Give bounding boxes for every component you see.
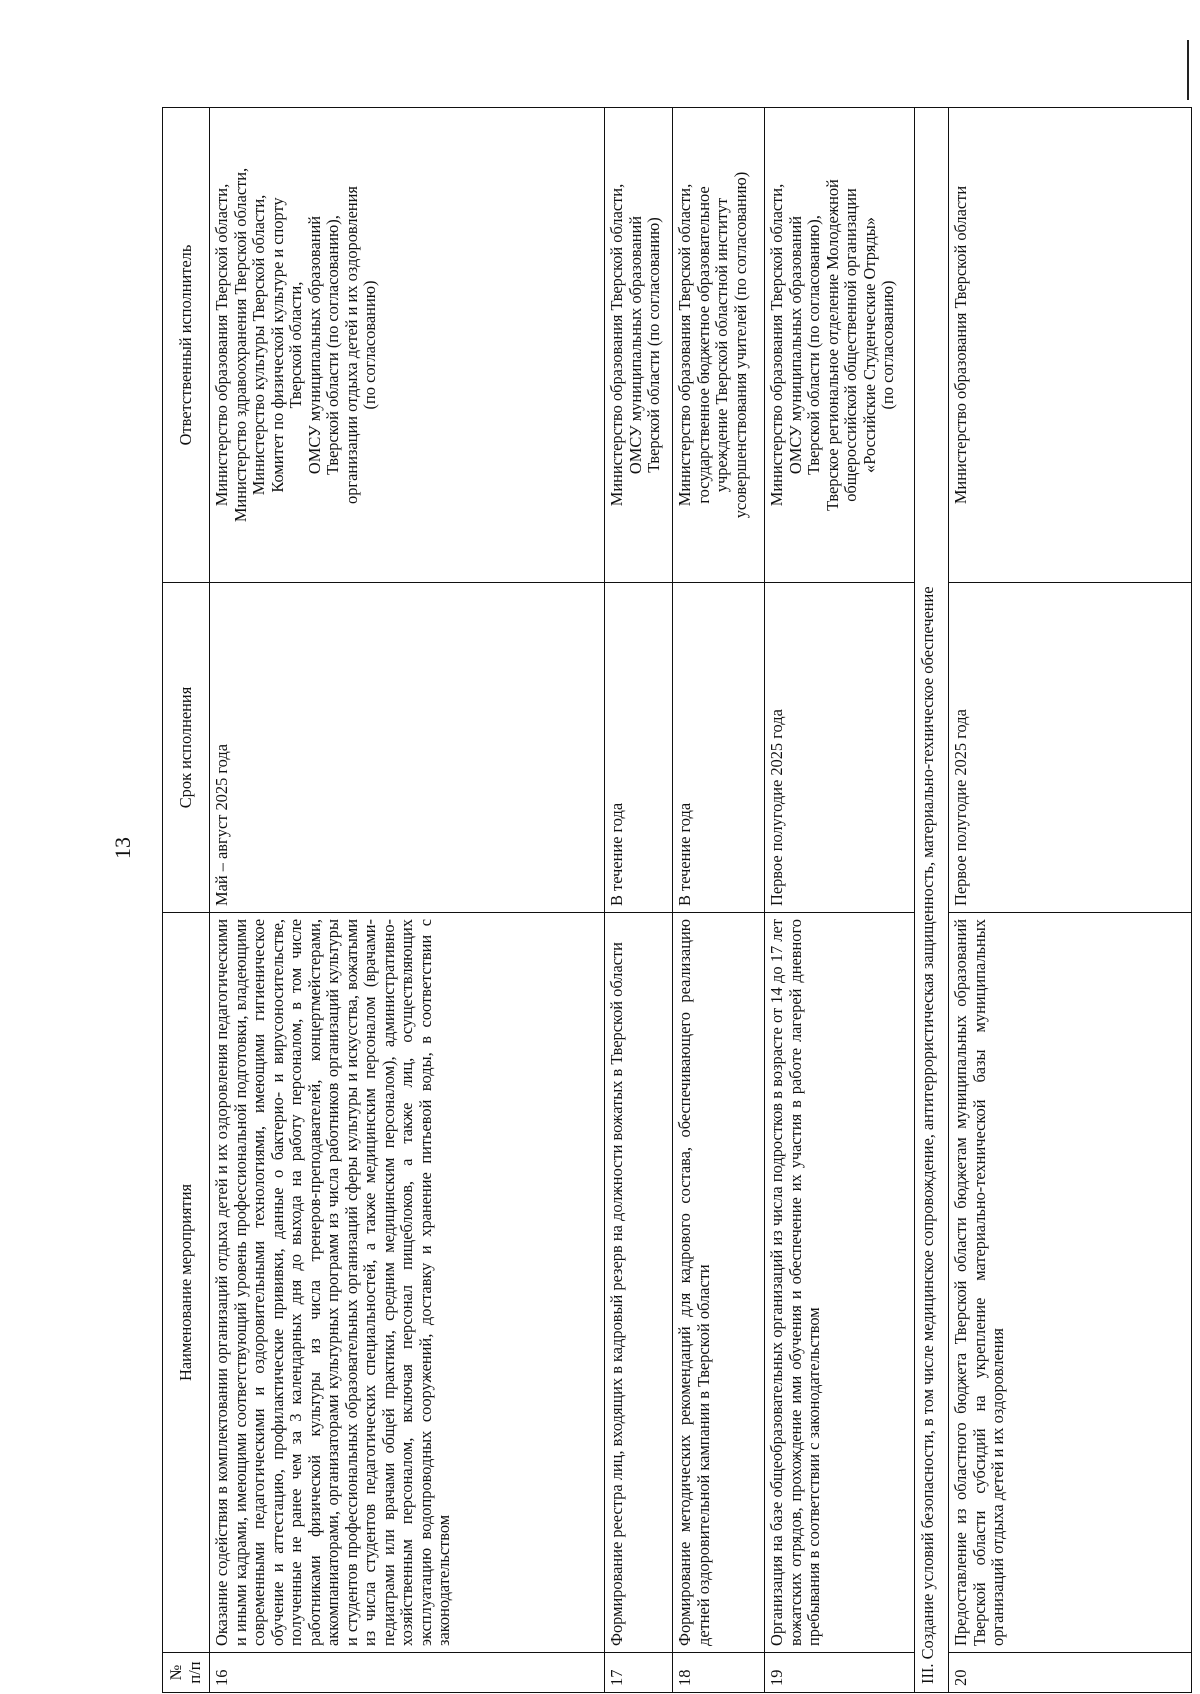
header-term: Срок исполнения bbox=[163, 583, 210, 913]
responsible-line: Министерство культуры Тверской области, bbox=[249, 194, 269, 496]
responsible-line: организации отдыха детей и их оздоровления bbox=[341, 186, 361, 504]
row-name: Формирование методических рекомендаций для кадрового состава, обеспечивающего реализацию детней оздоровительной кампании в Тверской области bbox=[673, 913, 765, 1653]
row-responsible bbox=[605, 108, 673, 583]
row-num: 17 bbox=[605, 1653, 673, 1693]
table-container bbox=[162, 108, 1192, 1693]
responsible-line: учреждение Тверской областной институт bbox=[712, 197, 732, 493]
section-title: III. Создание условий безопасности, в том числе медицинское сопровождение, антитеррористическая защищенность, материально-техническое обеспечение bbox=[915, 108, 949, 1693]
row-responsible bbox=[673, 108, 765, 583]
responsible-line: (по согласованию) bbox=[878, 280, 898, 410]
responsible-line: ОМСУ муниципальных образований bbox=[785, 215, 805, 475]
row-term: Первое полугодие 2025 года bbox=[949, 583, 1192, 913]
table-row bbox=[210, 108, 605, 1693]
row-term: Май – август 2025 года bbox=[210, 583, 605, 913]
row-responsible bbox=[949, 108, 1192, 583]
row-name: Организация на базе общеобразовательных организаций из числа подростков в возрасте от 14 до 17 лет вожатских отрядов, прохождение ими обучения и обеспечение их участия в работе лагерей дневного пребывания в соответствии с законодательством bbox=[765, 913, 915, 1653]
responsible-line: Тверской области (по согласованию), bbox=[804, 215, 824, 475]
responsible-line: (по согласованию) bbox=[360, 280, 380, 410]
responsible-line: Министерство образования Тверской области bbox=[951, 185, 970, 505]
row-term: Первое полугодие 2025 года bbox=[765, 583, 915, 913]
responsible-line: Тверское региональное отделение Молодежной bbox=[822, 179, 842, 511]
row-term: В течение года bbox=[673, 583, 765, 913]
responsible-line: «Российские Студенческие Отряды» bbox=[859, 217, 879, 473]
scan-edge-mark bbox=[1187, 40, 1189, 100]
table-header-row bbox=[163, 108, 210, 1693]
responsible-line: Комитет по физической культуре и спорту bbox=[267, 197, 287, 493]
table-row bbox=[765, 108, 915, 1693]
header-num: № п/п bbox=[163, 1653, 210, 1693]
activities-table bbox=[162, 107, 1192, 1693]
header-responsible: Ответственный исполнитель bbox=[163, 108, 210, 583]
responsible-line: государственное бюджетное образовательное bbox=[693, 186, 713, 504]
page-number: 13 bbox=[110, 837, 135, 859]
table-row bbox=[949, 108, 1192, 1693]
row-name: Предоставление из областного бюджета Тверской области бюджетам муниципальных образований Тверской области субсидий на укрепление материально-технической базы муниципальных организаций отдыха детей и их оздоровления bbox=[949, 913, 1192, 1653]
row-num: 18 bbox=[673, 1653, 765, 1693]
responsible-line: Министерство образования Тверской области, bbox=[607, 183, 626, 507]
row-name: Формирование реестра лиц, входящих в кадровый резерв на должности вожатых в Тверской области bbox=[605, 913, 673, 1653]
responsible-line: общероссийской общественной организации bbox=[841, 188, 861, 502]
responsible-line: Министерство образования Тверской области, bbox=[675, 183, 694, 507]
header-name: Наименование мероприятия bbox=[163, 913, 210, 1653]
row-name: Оказание содействия в комплектовании организаций отдыха детей и их оздоровления педагогическими и иными кадрами, имеющими соответствующий уровень профессиональной подготовки, владеющими современными педагогическими и оздоровительными технологиями, имеющими гигиеническое обучение и аттестацию, профилактические прививки, данные о бактерио- и вирусоносительстве, полученные не ранее чем за 3 календарных дня до выхода на работу персоналом, в том числе работниками физической культуры из числа тренеров-преподавателей, концертмейстерами, аккомпаниаторами, организаторами культурных программ из числа работников организаций культуры и студентов профессиональных образовательных организаций сферы культуры и искусства, вожатыми из числа студентов педагогических специальностей, а также медицинским персоналом (врачами-педиатрами или врачами общей практики, средним медицинским персоналом), административно-хозяйственным персоналом, включая персонал пищеблоков, а также лиц, осуществляющих эксплуатацию водопроводных сооружений, доставку и хранение питьевой воды, в соответствии с законодательством bbox=[210, 913, 605, 1653]
responsible-line: усовершенствования учителей (по согласованию) bbox=[730, 171, 750, 519]
responsible-line: ОМСУ муниципальных образований bbox=[625, 215, 645, 475]
table-row bbox=[673, 108, 765, 1693]
row-num: 20 bbox=[949, 1653, 1192, 1693]
row-responsible bbox=[210, 108, 605, 583]
section-row bbox=[915, 108, 949, 1693]
table-row bbox=[605, 108, 673, 1693]
row-num: 19 bbox=[765, 1653, 915, 1693]
row-term: В течение года bbox=[605, 583, 673, 913]
responsible-line: Тверской области, bbox=[286, 281, 306, 409]
row-num: 16 bbox=[210, 1653, 605, 1693]
responsible-line: Министерство здравоохранения Тверской области, bbox=[230, 167, 250, 523]
responsible-line: Министерство образования Тверской области, bbox=[212, 183, 231, 507]
responsible-line: ОМСУ муниципальных образований bbox=[304, 215, 324, 475]
row-responsible bbox=[765, 108, 915, 583]
responsible-line: Министерство образования Тверской области, bbox=[767, 183, 786, 507]
responsible-line: Тверской области (по согласованию) bbox=[644, 217, 664, 473]
responsible-line: Тверской области (по согласованию), bbox=[323, 215, 343, 475]
